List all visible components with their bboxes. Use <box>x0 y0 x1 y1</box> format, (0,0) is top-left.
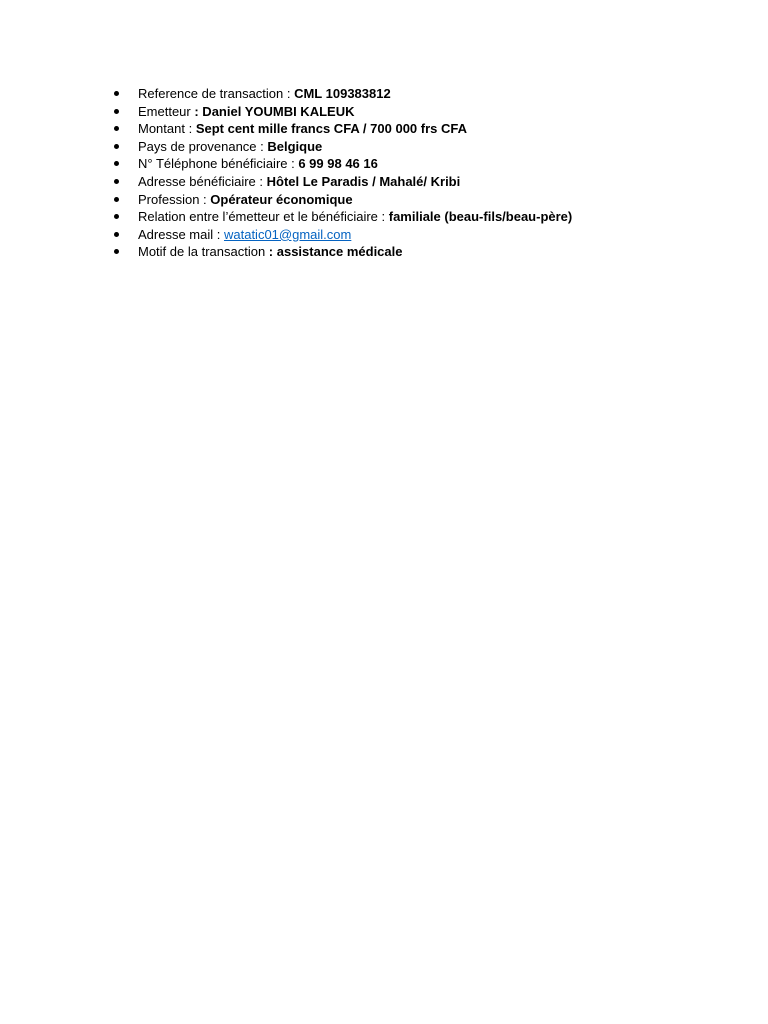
email-label: Adresse mail : <box>138 226 224 242</box>
list-item-amount <box>112 120 572 138</box>
beneficiary-address-value: Hôtel Le Paradis / Mahalé/ Kribi <box>266 173 461 189</box>
bullet-icon <box>114 126 119 131</box>
list-item-transaction-purpose <box>112 243 572 261</box>
bullet-icon <box>114 179 119 184</box>
sender-value: : Daniel YOUMBI KALEUK <box>194 103 355 119</box>
bullet-icon <box>114 109 119 114</box>
transaction-reference-value: CML 109383812 <box>294 86 391 101</box>
country-of-origin-value: Belgique <box>267 138 323 154</box>
amount-value: Sept cent mille francs CFA / 700 000 frs CFA <box>195 121 467 137</box>
transaction-details-list <box>112 85 572 261</box>
bullet-icon <box>114 214 119 219</box>
country-of-origin-label: Pays de provenance : <box>138 138 268 154</box>
profession-label: Profession : <box>138 191 211 207</box>
list-item-sender <box>112 103 572 121</box>
list-item-email <box>112 226 572 244</box>
list-item-beneficiary-address <box>112 173 572 191</box>
beneficiary-address-label: Adresse bénéficiaire : <box>138 173 267 189</box>
list-item-beneficiary-phone <box>112 155 572 173</box>
bullet-icon <box>114 161 119 166</box>
list-item-relationship <box>112 208 572 226</box>
amount-label: Montant : <box>138 121 196 137</box>
bullet-icon <box>114 197 119 202</box>
bullet-icon <box>114 249 119 254</box>
relationship-label: Relation entre l’émetteur et le bénéficiaire : <box>138 209 389 225</box>
sender-label: Emetteur <box>138 103 195 119</box>
bullet-icon <box>114 144 119 149</box>
transaction-reference-label: Reference de transaction : <box>138 86 295 101</box>
transaction-purpose-value: : assistance médicale <box>268 244 403 260</box>
bullet-icon <box>114 232 119 237</box>
relationship-value: familiale (beau-fils/beau-père) <box>388 209 573 225</box>
email-link[interactable]: watatic01@gmail.com <box>223 226 352 242</box>
beneficiary-phone-label: N° Téléphone bénéficiaire : <box>138 156 299 172</box>
beneficiary-phone-value: 6 99 98 46 16 <box>298 156 378 172</box>
transaction-purpose-label: Motif de la transaction <box>138 244 269 260</box>
list-item-profession <box>112 191 572 209</box>
bullet-icon <box>114 91 119 96</box>
list-item-country-of-origin <box>112 138 572 156</box>
list-item-transaction-reference <box>112 85 572 103</box>
profession-value: Opérateur économique <box>210 191 353 207</box>
